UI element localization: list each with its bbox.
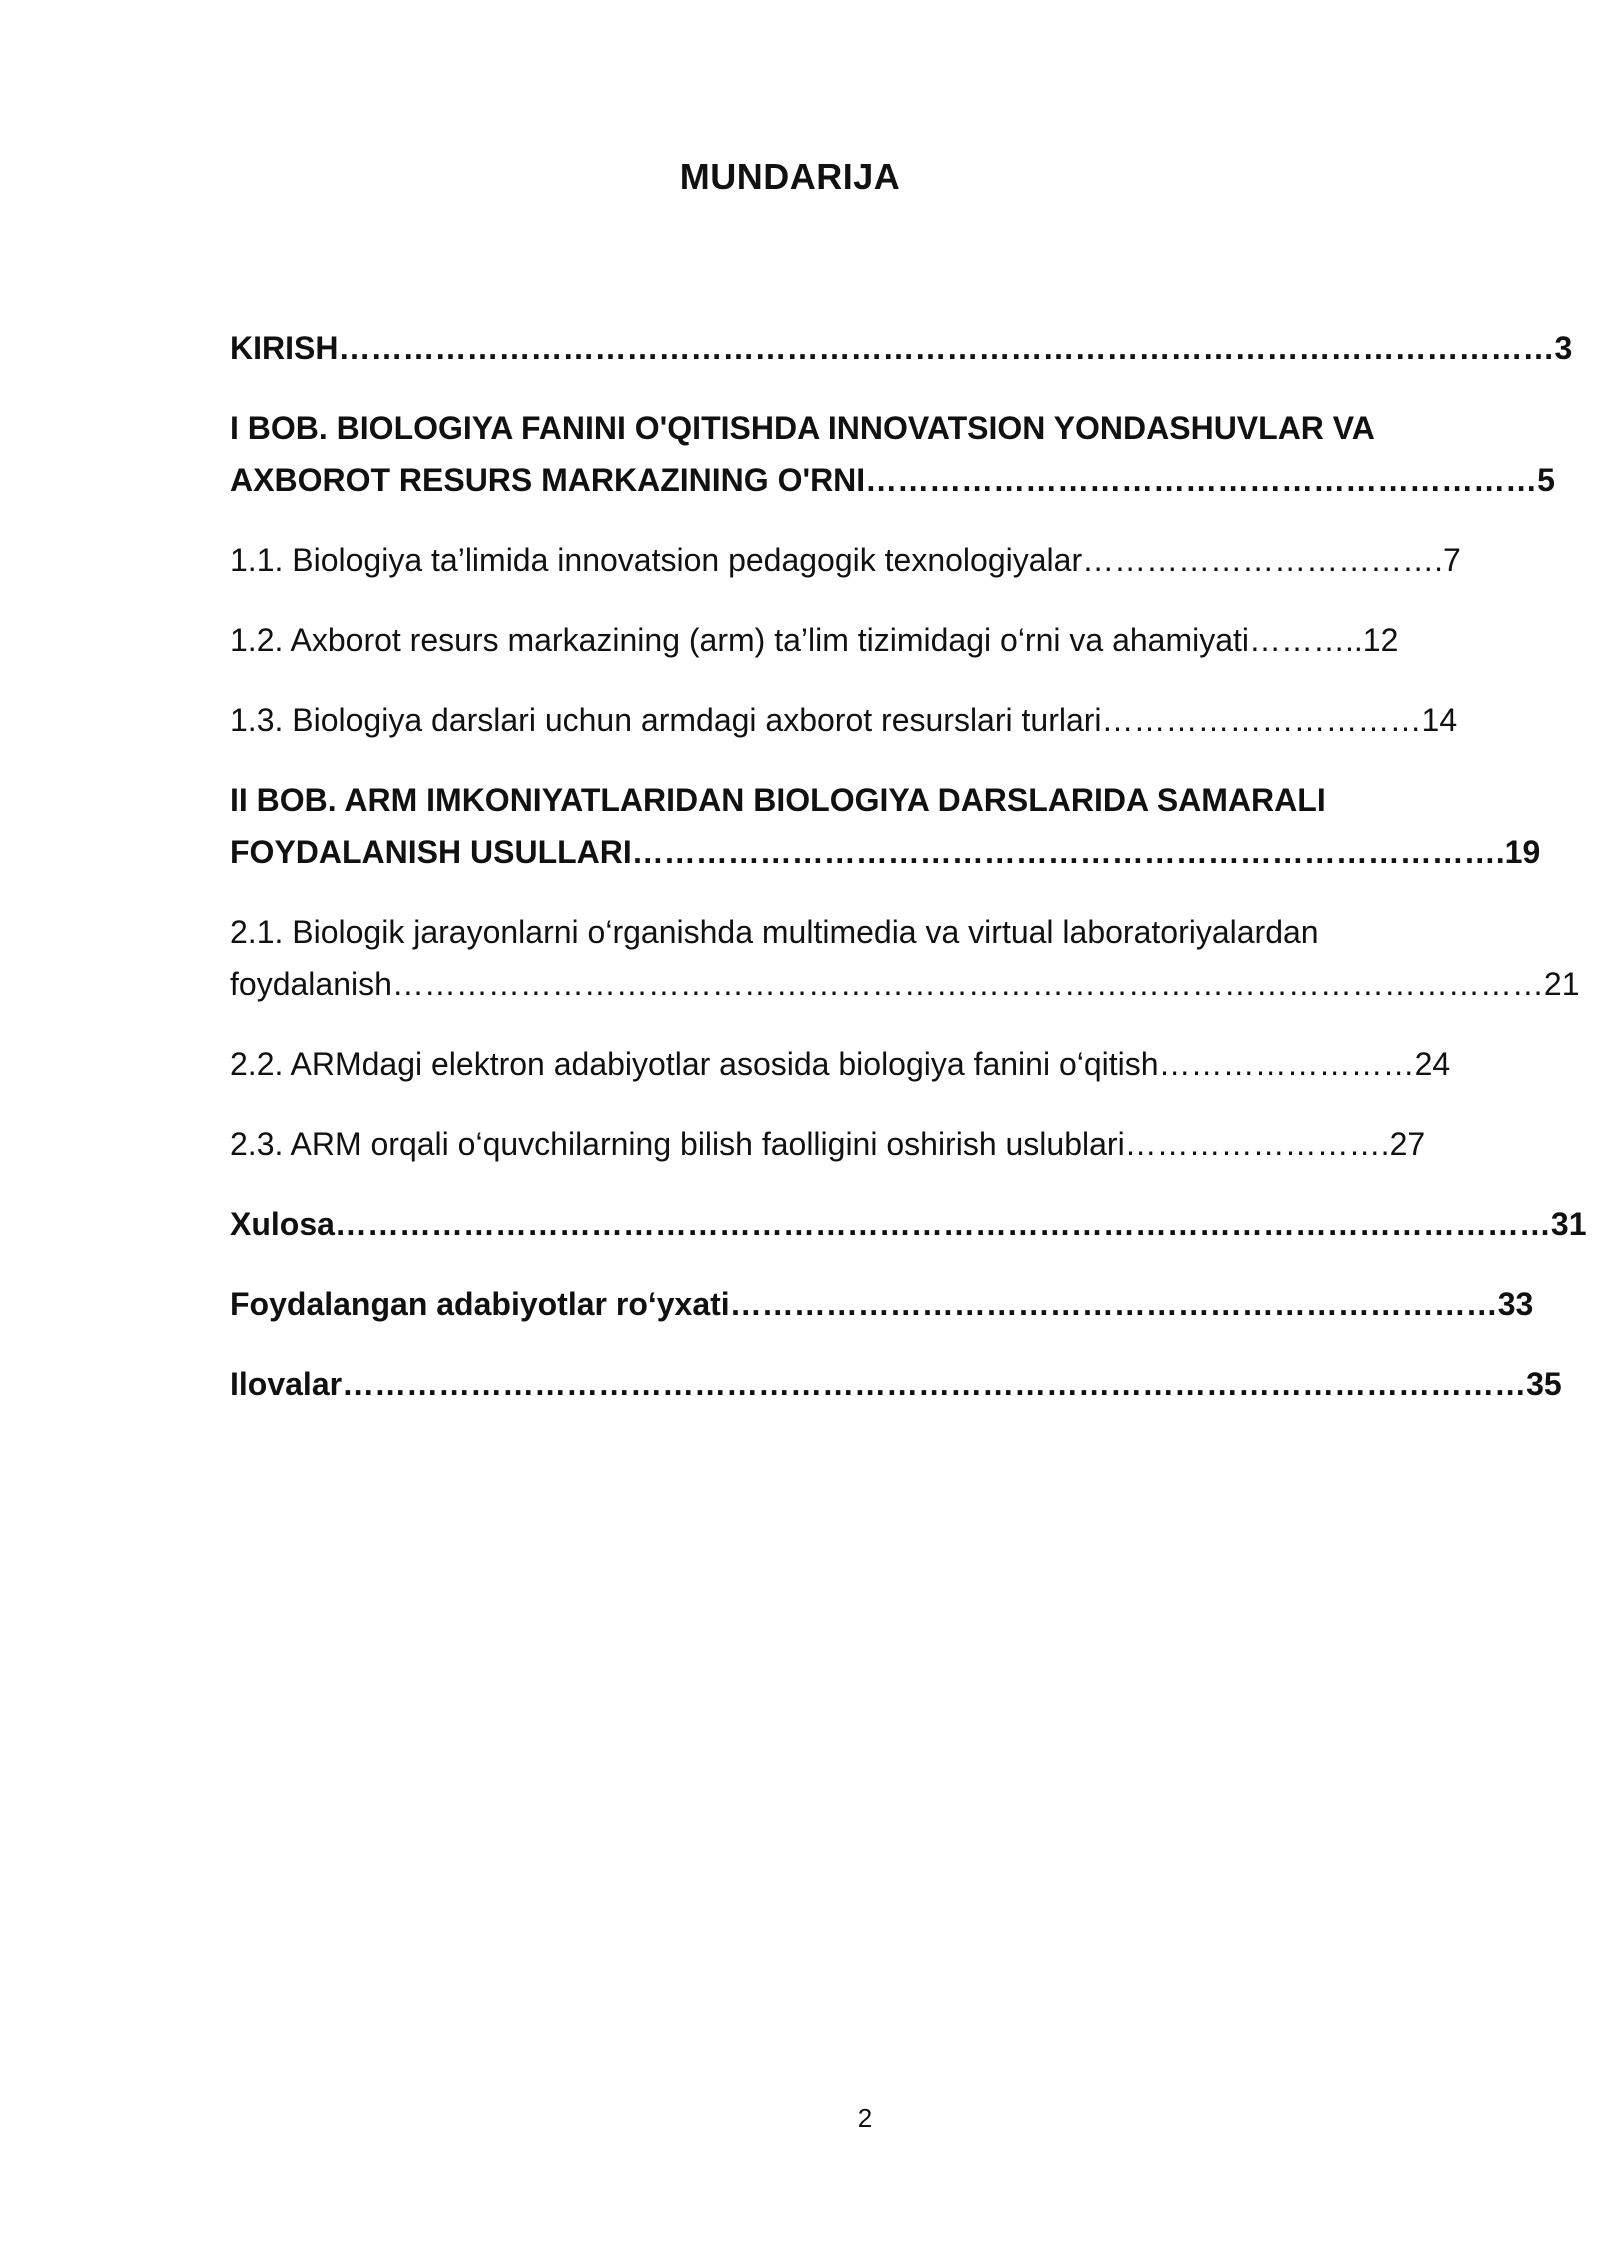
toc-entry-line: 2.1. Biologik jarayonlarni o‘rganishda multimedia va virtual laboratoriyalardan	[230, 914, 1319, 950]
toc-entry-line: AXBOROT RESURS MARKAZINING O'RNI………………………………………………………5	[230, 462, 1555, 498]
toc-entry	[230, 774, 1541, 878]
toc-entry-line: Ilovalar…………………………………………………………………………………………………35	[230, 1366, 1562, 1402]
toc-entry	[230, 322, 1573, 374]
table-of-contents	[230, 322, 1587, 1438]
page-title: MUNDARIJA	[679, 156, 901, 197]
toc-entry	[230, 1198, 1587, 1250]
toc-entry	[230, 402, 1555, 506]
toc-entry-line: Xulosa……………………………………………………………………………………………………31	[230, 1206, 1587, 1242]
toc-entry	[230, 906, 1580, 1010]
toc-entry	[230, 1358, 1562, 1410]
toc-entry-line: FOYDALANISH USULLARI……………………………………………………………………….19	[230, 834, 1541, 870]
toc-entry-line: 2.2. ARMdagi elektron adabiyotlar asosida biologiya fanini o‘qitish……………………24	[230, 1046, 1451, 1082]
toc-entry-line: 1.2. Axborot resurs markazining (arm) ta’lim tizimidagi o‘rni va ahamiyati………..12	[230, 622, 1399, 658]
toc-entry-line: Foydalangan adabiyotlar ro‘yxati………………………………………………………………33	[230, 1286, 1534, 1322]
toc-entry	[230, 1278, 1534, 1330]
toc-entry	[230, 1038, 1480, 1090]
toc-entry-line: 2.3. ARM orqali o‘quvchilarning bilish faolligini oshirish uslublari…………………….27	[230, 1126, 1426, 1162]
toc-entry-line: foydalanish………………………………………………………………………………………………21	[230, 966, 1580, 1002]
toc-entry-line: II BOB. ARM IMKONIYATLARIDAN BIOLOGIYA DARSLARIDA SAMARALI	[230, 782, 1326, 818]
toc-entry-line: 1.3. Biologiya darslari uchun armdagi axborot resurslari turlari…………………………14	[230, 702, 1458, 738]
toc-entry	[230, 694, 1480, 746]
toc-entry	[230, 1118, 1480, 1170]
toc-entry-line: KIRISH……………………………………………………………………………………………………3	[230, 330, 1573, 366]
toc-entry-line: 1.1. Biologiya ta’limida innovatsion pedagogik texnologiyalar…………………………….7	[230, 542, 1461, 578]
toc-entry	[230, 614, 1480, 666]
toc-entry-line: I BOB. BIOLOGIYA FANINI O'QITISHDA INNOVATSION YONDASHUVLAR VA	[230, 410, 1375, 446]
toc-entry	[230, 534, 1480, 586]
page-number: 2	[857, 2103, 873, 2133]
